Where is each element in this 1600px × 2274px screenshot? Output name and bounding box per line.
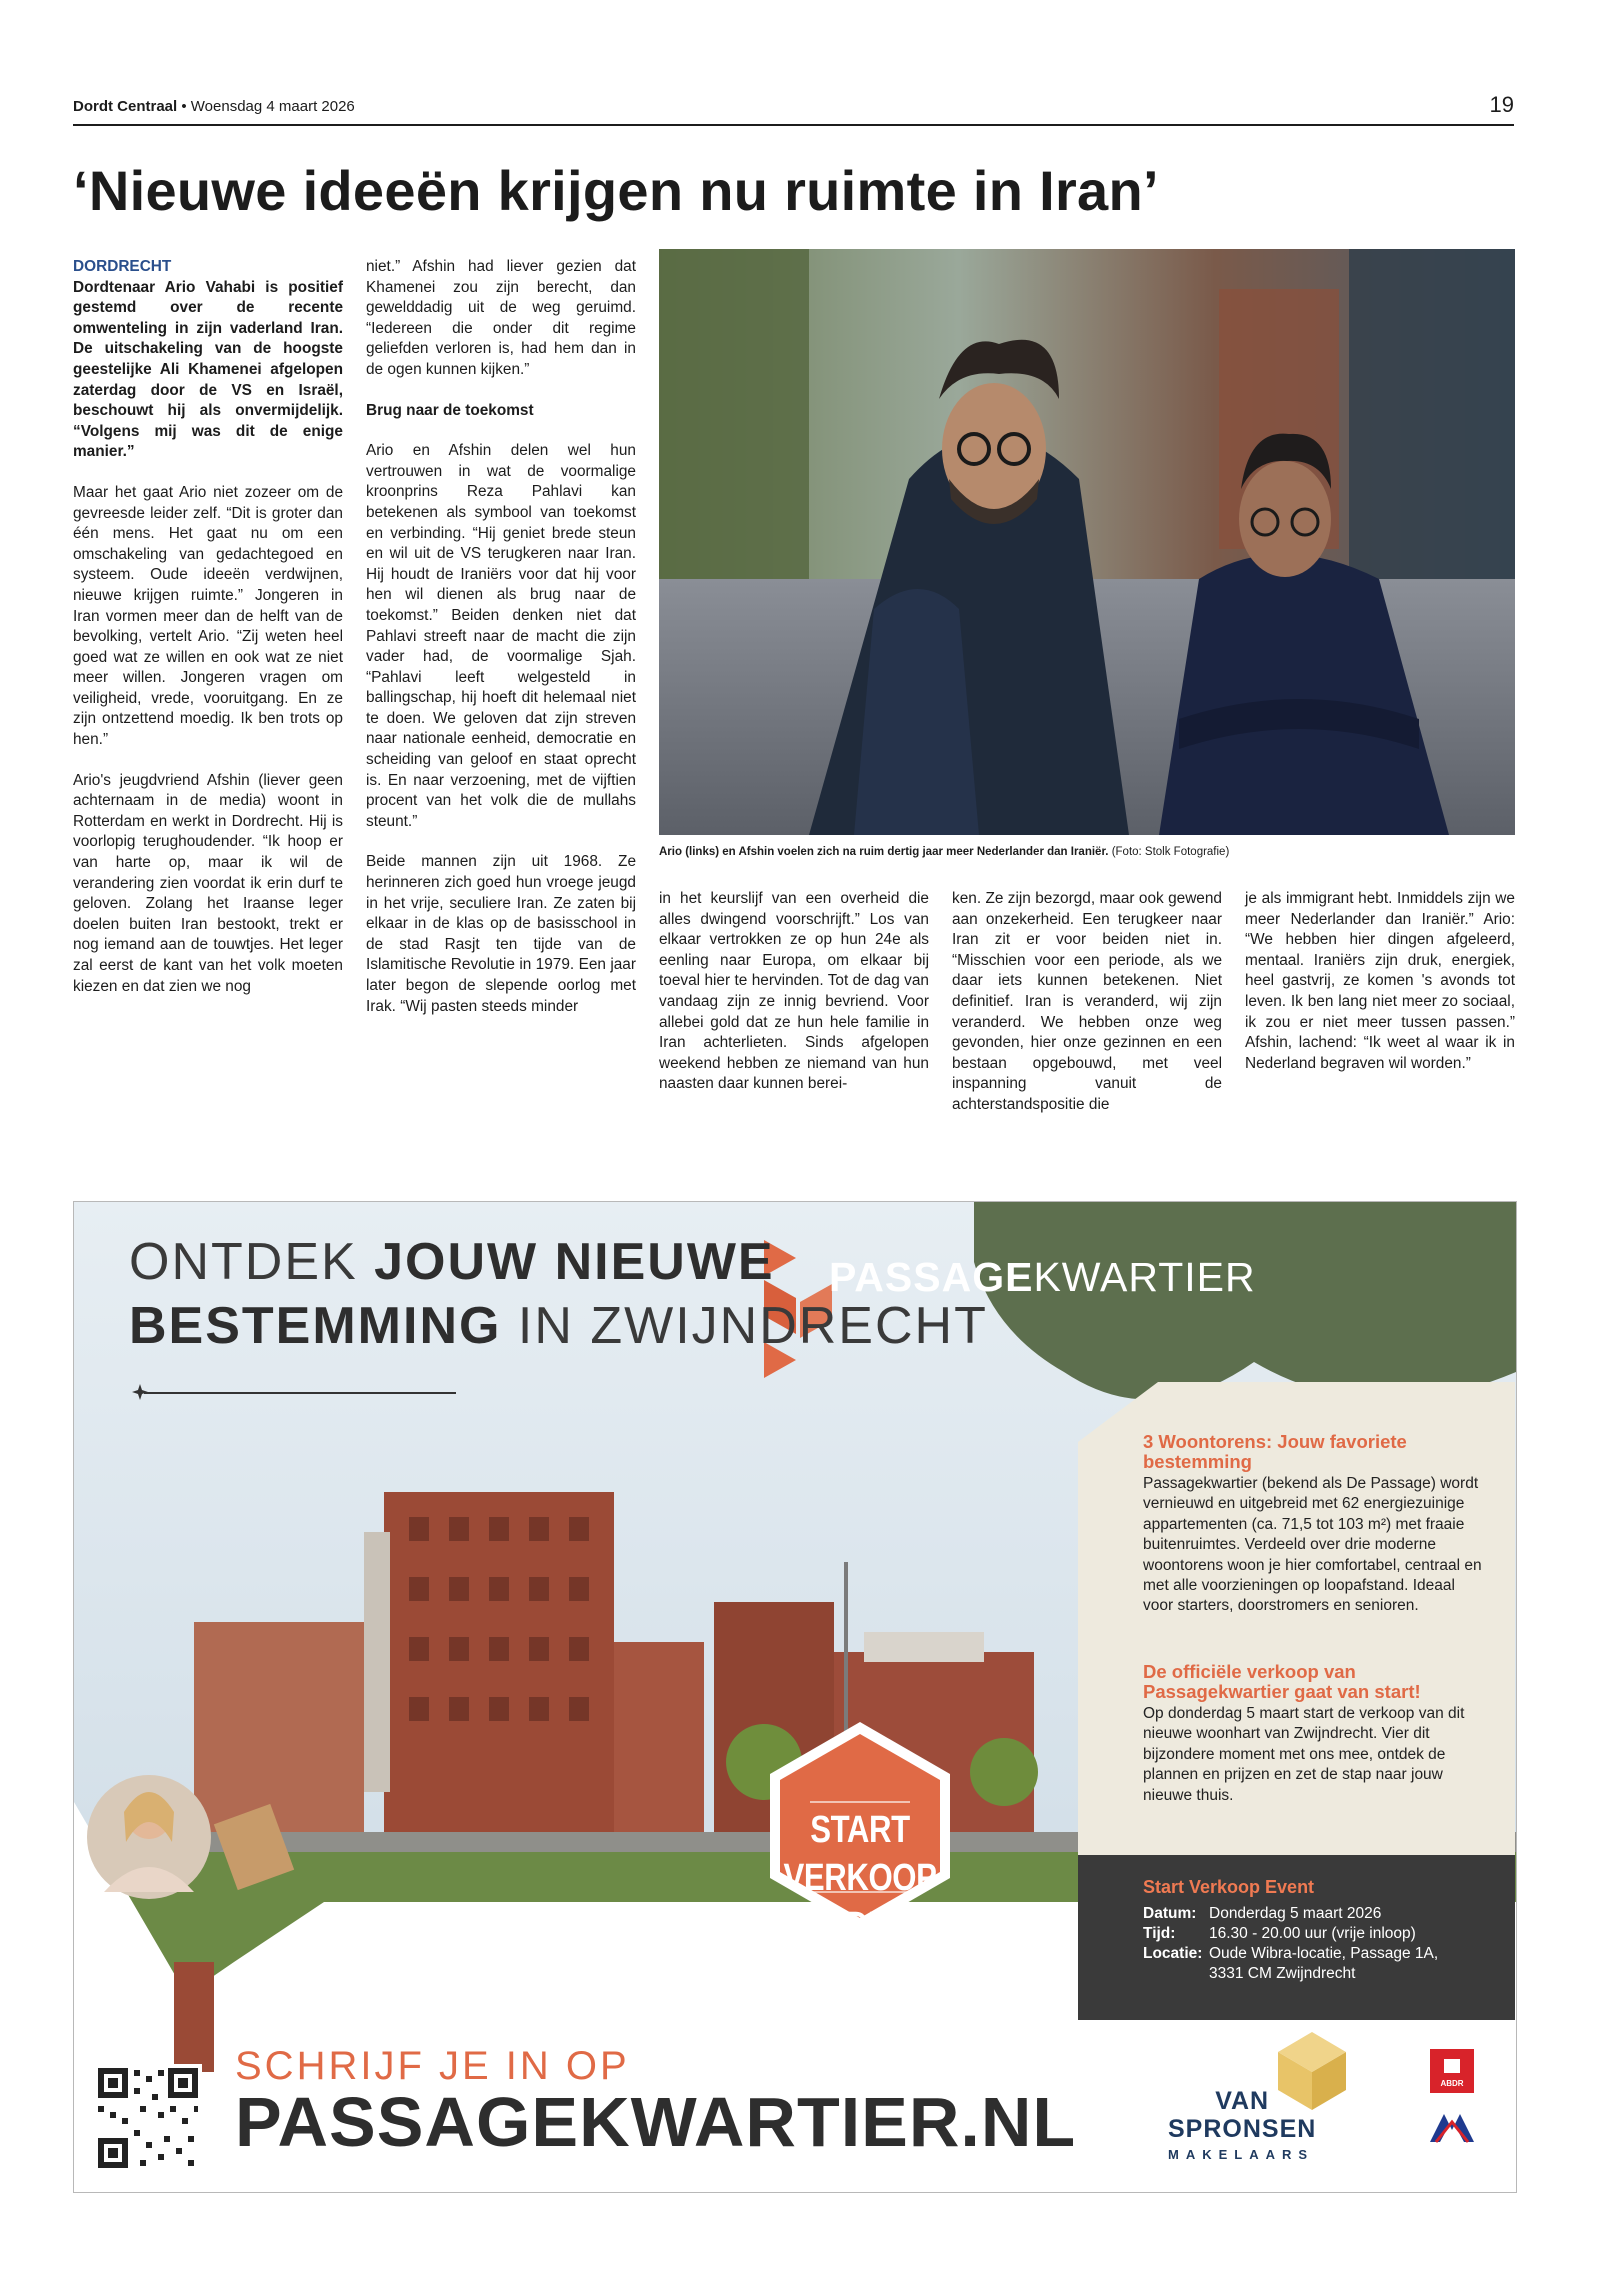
event-time-row <box>1143 1924 1416 1944</box>
photo-caption <box>659 846 1519 858</box>
publication-name: Dordt Centraal <box>73 98 178 115</box>
cta-website-link[interactable]: PASSAGEKWARTIER.NL <box>235 2083 1077 2161</box>
article-column-5 <box>1245 889 1515 1094</box>
article-paragraph: Beide mannen zijn uit 1968. Ze herinneren zich goed hun vroege jeugd in het vrije, seculiere Iran. Ze zaten bij elkaar in de klas op de basisschool in de stad Rasjt ten tijde van de Islamitische Revolutie in 1979. Een jaar later begon de slepende oorlog met Irak. “Wij pasten steeds minder <box>366 853 636 1015</box>
info-section-title: 3 Woontorens: Jouw favoriete bestemming <box>1143 1431 1407 1472</box>
badge-line: 5 MAART <box>792 1953 928 1995</box>
article-column-3 <box>659 889 929 1115</box>
ad-headline-light: IN ZWIJNDRECHT <box>501 1297 988 1355</box>
ad-headline-light: ONTDEK <box>129 1233 375 1291</box>
article-subhead: Brug naar de toekomst <box>366 401 534 419</box>
article-paragraph: je als immigrant hebt. Inmiddels zijn we meer Nederlander dan Iraniër.” Ario: “We hebben hier dingen afgeleerd, mentaal. Iraniërs zijn druk, energiek, heel gastvrij, ze komen 's avonds tot leven. Ik ben lang niet meer zo sociaal, ik zou er niet meer tussen passen.” Afshin, lachend: “Ik weet al waar ik in Nederland begraven wil worden.” <box>1245 890 1515 1072</box>
article-paragraph: ken. Ze zijn bezorgd, maar ook gewend aan onzekerheid. Een terugkeer naar Iran zit er voor beiden niet in. “Misschien voor een periode, als we daar iets kunnen betekenen. Niet definitief. Iran is veranderd, wij zijn veranderd. We hebben onze weg gevonden, hier onze gezinnen en een bestaan opgebouwd, met veel inspanning vanuit de achterstandspositie die <box>952 890 1222 1113</box>
event-date-row <box>1143 1904 1381 1924</box>
passagekwartier-logo-text <box>829 1254 1256 1301</box>
cta-subtitle: SCHRIJF JE IN OP <box>235 2044 630 2088</box>
advertisement <box>73 1201 1517 2193</box>
event-location-row <box>1143 1944 1438 1964</box>
event-label: Datum: <box>1143 1905 1197 1922</box>
info-section-body: Passagekwartier (bekend als De Passage) wordt vernieuwd en uitgebreid met 62 energiezuinige appartementen (ca. 71,5 tot 103 m²) met fraaie buitenruimtes. Verdeeld over drie moderne woontorens woon je hier comfortabel, centraal en met alle voorzieningen op loopafstand. Ideaal voor starters, doorstromers en senioren. <box>1143 1475 1482 1615</box>
event-title: Start Verkoop Event <box>1143 1877 1315 1897</box>
sponsor-line: SPRONSEN <box>1168 2115 1317 2143</box>
publication-line <box>73 98 355 115</box>
ad-headline-bold: BESTEMMING <box>129 1297 502 1355</box>
ad-headline-bold: JOUW NIEUWE <box>374 1233 775 1291</box>
page-number: 19 <box>1489 92 1514 117</box>
info-section-title: De officiële verkoop van Passagekwartier gaat van start! <box>1143 1661 1421 1702</box>
sponsor-line: VAN <box>1215 2087 1270 2115</box>
article-dateline: DORDRECHT <box>73 258 172 275</box>
badge-line: DONDERDAG <box>778 1905 979 1947</box>
header-rule <box>73 124 1514 126</box>
info-section-body: Op donderdag 5 maart start de verkoop van dit nieuwe woonhart van Zwijndrecht. Vier dit bijzondere moment met ons mee, ontdek de plannen en prijzen en zet de stap naar jouw nieuwe thuis. <box>1143 1705 1465 1804</box>
portrait-photo-illustration <box>659 249 1515 835</box>
van-spronsen-subtitle: MAKELAARS <box>1168 2147 1315 2162</box>
badge-line: START VERKOOP <box>783 1809 937 1899</box>
caption-credit: (Foto: Stolk Fotografie) <box>1111 846 1230 858</box>
article-headline: ‘Nieuwe ideeën krijgen nu ruimte in Iran’ <box>73 159 1159 222</box>
article-paragraph: niet.” Afshin had liever gezien dat Khamenei zou zijn berecht, dan gewelddadig uit de weg geruimd. “Iedereen die onder dit regime geliefden verloren is, had hem dan in de ogen kunnen kijken.” <box>366 258 636 378</box>
article-paragraph: Ario's jeugdvriend Afshin (liever geen achternaam in de media) woont in Rotterdam en werkt in Dordrecht. Hij is voorlopig terughoudender. “Ik hoop er van harte op, maar ik wil de verandering zien voordat ik erin durf te geloven. Zolang het Iraanse leger doelen buiten Iran bestookt, trekt er nog iemand aan de touwtjes. Het leger zal eerst de kant van het volk moeten kiezen en dat zien we nog <box>73 771 343 995</box>
article-lead: Dordtenaar Ario Vahabi is positief gestemd over de recente omwenteling in zijn vaderland Iran. De uitschakeling van de hoogste geestelijke Ali Khamenei afgelopen zaterdag door de VS en Israël, beschouwt hij als onvermijdelijk. “Volgens mij was dit de enige manier.” <box>73 278 343 461</box>
start-verkoop-badge <box>778 1806 979 1998</box>
abdr-label: ABDR <box>1440 2079 1464 2088</box>
publication-date: • Woensdag 4 maart 2026 <box>181 98 355 115</box>
logo-light: KWARTIER <box>1033 1254 1256 1300</box>
event-value: 16.30 - 20.00 uur (vrije inloop) <box>1209 1925 1416 1942</box>
article-paragraph: in het keurslijf van een overheid die alles dwingend voorschrijft.” Los van elkaar vertrokken ze op hun 24e als eenling naar Europa, om elkaar bij toeval hier te hervinden. Tot de dag van vandaag zijn ze innig bevriend. Voor allebei gold dat ze hun hele familie in Iran achterlieten. Sinds afgelopen weekend hebben ze niemand van hun naasten daar kunnen berei- <box>659 890 929 1093</box>
event-label: Locatie: <box>1143 1945 1203 1962</box>
event-location-row-2 <box>1143 1964 1355 1984</box>
article-column-4 <box>952 889 1222 1136</box>
ad-divider <box>144 1392 456 1394</box>
article-paragraph: Ario en Afshin delen wel hun vertrouwen in wat de voormalige kroonprins Reza Pahlavi kan betekenen als symbool van toekomst en verbinding. “Hij geniet brede steun en wil uit de VS terugkeren naar Iran. Hij houdt de Iraniërs voor dat hij voor hen wil dienen als brug naar de toekomst.” Beiden denken niet dat Pahlavi streeft naar de macht die zijn vader had, de voormalige Sjah. “Pahlavi leeft welgesteld in ballingschap, hij hoeft dit helemaal niet te doen. We geloven dat zijn streven naar nationale eenheid, democratie en scheiding van geloof en staat oprecht is. En naar verzoening, met de vijftien procent van het volk die de mullahs steunt.” <box>366 442 636 830</box>
article-column-2 <box>366 257 636 1037</box>
event-value: 3331 CM Zwijndrecht <box>1209 1965 1356 1982</box>
article-photo <box>659 249 1515 835</box>
article-paragraph: Maar het gaat Ario niet zozeer om de gevreesde leider zelf. “Dit is groter dan één mens. Het gaat nu om een omschakeling van gedachtegoed en systeem. Oude ideeën verdwijnen, nieuwe krijgen ruimte.” Jongeren in Iran vormen meer dan de helft van de bevolking, vertelt Ario. “Zij weten heel goed wat ze willen en ook wat ze niet meer willen. Jongeren vragen om veiligheid, vrede, vooruitgang. En ze zijn ontzettend moedig. Ik ben trots op hen.” <box>73 483 343 749</box>
logo-bold: PASSAGE <box>829 1254 1034 1300</box>
caption-text: Ario (links) en Afshin voelen zich na ruim dertig jaar meer Nederlander dan Iraniër. <box>659 846 1109 858</box>
event-value: Oude Wibra-locatie, Passage 1A, <box>1209 1945 1439 1962</box>
article-column-1 <box>73 257 343 1017</box>
event-label: Tijd: <box>1143 1925 1176 1942</box>
event-value: Donderdag 5 maart 2026 <box>1209 1905 1382 1922</box>
qr-code <box>94 2064 202 2172</box>
van-spronsen-logo-text <box>1168 2087 1316 2143</box>
